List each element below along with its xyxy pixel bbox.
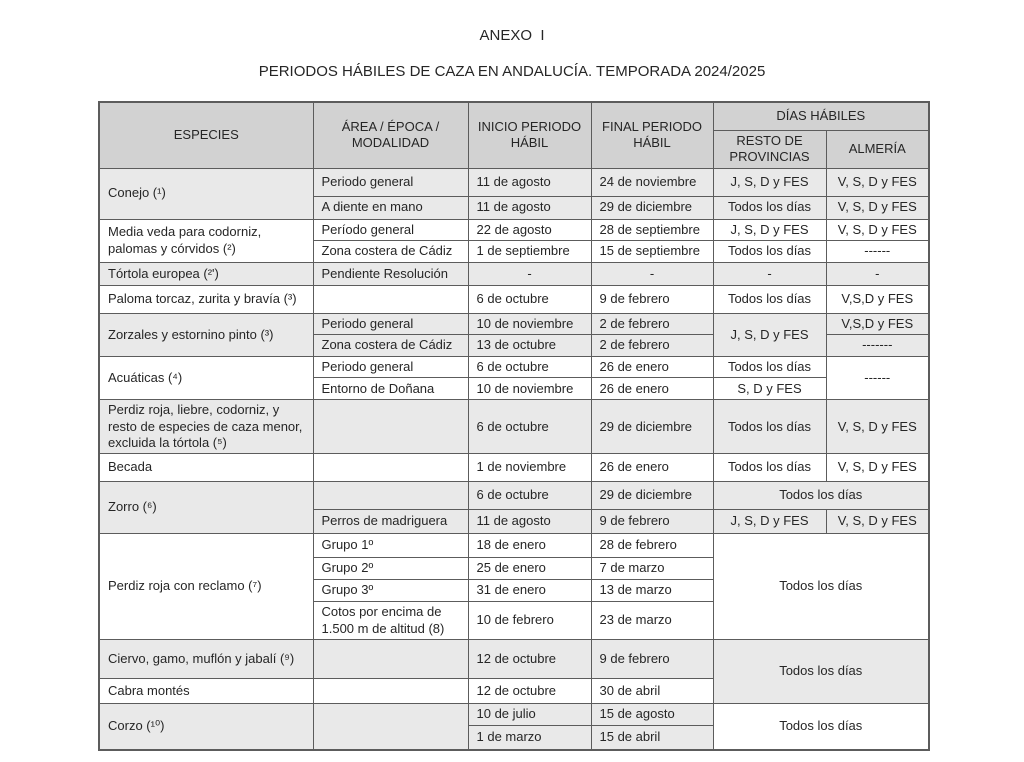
table-cell: Perdiz roja con reclamo (⁷) <box>99 534 313 640</box>
table-cell: 30 de abril <box>591 679 713 704</box>
table-cell: V, S, D y FES <box>826 510 929 534</box>
table-cell <box>313 400 468 454</box>
table-cell: 6 de octubre <box>468 357 591 378</box>
table-cell: 6 de octubre <box>468 400 591 454</box>
table-cell: - <box>713 262 826 285</box>
table-cell: 11 de agosto <box>468 168 591 196</box>
table-row <box>99 219 929 240</box>
table-cell: V,S,D y FES <box>826 313 929 334</box>
table-cell: 9 de febrero <box>591 285 713 313</box>
table-cell: V, S, D y FES <box>826 196 929 219</box>
table-cell: Grupo 2º <box>313 558 468 580</box>
table-body <box>99 168 929 750</box>
column-header-dias-habiles: DÍAS HÁBILES <box>713 102 929 130</box>
table-cell: V, S, D y FES <box>826 454 929 482</box>
table-cell: 15 de abril <box>591 726 713 750</box>
table-cell: V, S, D y FES <box>826 219 929 240</box>
table-cell: 13 de octubre <box>468 335 591 357</box>
table-row <box>99 313 929 334</box>
table-cell: Período general <box>313 219 468 240</box>
table-cell: Paloma torcaz, zurita y bravía (³) <box>99 285 313 313</box>
annex-title: ANEXO I <box>479 27 545 44</box>
table-cell: 31 de enero <box>468 580 591 602</box>
table-header <box>99 102 929 168</box>
table-row <box>99 482 929 510</box>
table-cell: 1 de marzo <box>468 726 591 750</box>
table-cell: Grupo 3º <box>313 580 468 602</box>
table-cell: 25 de enero <box>468 558 591 580</box>
table-cell: Becada <box>99 454 313 482</box>
table-cell: - <box>591 262 713 285</box>
table-cell: Periodo general <box>313 357 468 378</box>
table-cell: 11 de agosto <box>468 510 591 534</box>
hunting-periods-table <box>98 101 930 751</box>
column-header-area: ÁREA / ÉPOCA / MODALIDAD <box>313 102 468 168</box>
table-cell: 28 de septiembre <box>591 219 713 240</box>
table-cell: 2 de febrero <box>591 313 713 334</box>
table-cell: 6 de octubre <box>468 285 591 313</box>
table-cell: J, S, D y FES <box>713 510 826 534</box>
table-cell: Acuáticas (⁴) <box>99 357 313 400</box>
table-cell: Ciervo, gamo, muflón y jabalí (⁹) <box>99 640 313 679</box>
table-cell: S, D y FES <box>713 378 826 400</box>
table-cell: Todos los días <box>713 285 826 313</box>
table-cell: 12 de octubre <box>468 679 591 704</box>
table-cell <box>313 704 468 750</box>
table-cell: ------ <box>826 240 929 262</box>
table-cell: 6 de octubre <box>468 482 591 510</box>
table-cell: Corzo (¹⁰) <box>99 704 313 750</box>
table-cell: Periodo general <box>313 168 468 196</box>
table-cell <box>313 285 468 313</box>
table-cell: - <box>468 262 591 285</box>
table-cell: J, S, D y FES <box>713 219 826 240</box>
table-cell: Todos los días <box>713 240 826 262</box>
table-cell: - <box>826 262 929 285</box>
table-cell: 15 de septiembre <box>591 240 713 262</box>
table-cell: 22 de agosto <box>468 219 591 240</box>
table-cell: 12 de octubre <box>468 640 591 679</box>
table-cell: Media veda para codorniz, palomas y córvidos (²) <box>99 219 313 262</box>
table-cell: Todos los días <box>713 640 929 704</box>
column-header-resto-provincias: RESTO DE PROVINCIAS <box>713 130 826 168</box>
column-header-especies: ESPECIES <box>99 102 313 168</box>
table-row <box>99 400 929 454</box>
table-cell: Zona costera de Cádiz <box>313 240 468 262</box>
table-cell <box>313 454 468 482</box>
table-cell: 9 de febrero <box>591 510 713 534</box>
table-row <box>99 704 929 726</box>
table-cell: 10 de febrero <box>468 602 591 640</box>
table-cell: 1 de septiembre <box>468 240 591 262</box>
table-cell: 10 de noviembre <box>468 313 591 334</box>
table-cell: V,S,D y FES <box>826 285 929 313</box>
table-cell: 11 de agosto <box>468 196 591 219</box>
table-cell: Todos los días <box>713 357 826 378</box>
column-header-almeria: ALMERÍA <box>826 130 929 168</box>
table-cell: 10 de julio <box>468 704 591 726</box>
table-cell: 29 de diciembre <box>591 196 713 219</box>
table-cell: 1 de noviembre <box>468 454 591 482</box>
table-cell: Todos los días <box>713 704 929 750</box>
table-cell <box>313 679 468 704</box>
table-cell <box>313 640 468 679</box>
table-cell: Cabra montés <box>99 679 313 704</box>
table-cell: 26 de enero <box>591 357 713 378</box>
table-cell <box>313 482 468 510</box>
table-cell: 24 de noviembre <box>591 168 713 196</box>
table-cell: 13 de marzo <box>591 580 713 602</box>
table-cell: Entorno de Doñana <box>313 378 468 400</box>
table-cell: Pendiente Resolución <box>313 262 468 285</box>
table-cell: 26 de enero <box>591 454 713 482</box>
table-cell: Perros de madriguera <box>313 510 468 534</box>
table-cell: ------ <box>826 357 929 400</box>
table-row <box>99 285 929 313</box>
table-row <box>99 168 929 196</box>
table-cell: V, S, D y FES <box>826 400 929 454</box>
table-cell: 29 de diciembre <box>591 400 713 454</box>
table-cell: Todos los días <box>713 196 826 219</box>
table-cell: Todos los días <box>713 482 929 510</box>
table-cell: 15 de agosto <box>591 704 713 726</box>
table-cell: 26 de enero <box>591 378 713 400</box>
table-cell: 28 de febrero <box>591 534 713 558</box>
table-cell: A diente en mano <box>313 196 468 219</box>
table-cell: Todos los días <box>713 454 826 482</box>
table-row <box>99 640 929 679</box>
table-cell: Tórtola europea (²') <box>99 262 313 285</box>
table-cell: Cotos por encima de 1.500 m de altitud (8) <box>313 602 468 640</box>
table-cell: Todos los días <box>713 534 929 640</box>
table-row <box>99 357 929 378</box>
table-cell: Periodo general <box>313 313 468 334</box>
table-cell: Grupo 1º <box>313 534 468 558</box>
table-cell: J, S, D y FES <box>713 313 826 356</box>
table-cell: ------- <box>826 335 929 357</box>
table-cell: Conejo (¹) <box>99 168 313 219</box>
page-title: PERIODOS HÁBILES DE CAZA EN ANDALUCÍA. TEMPORADA 2024/2025 <box>258 63 766 80</box>
table-row <box>99 262 929 285</box>
table-cell: 29 de diciembre <box>591 482 713 510</box>
table-cell: Zorzales y estornino pinto (³) <box>99 313 313 356</box>
table-cell: 10 de noviembre <box>468 378 591 400</box>
column-header-final: FINAL PERIODO HÁBIL <box>591 102 713 168</box>
table-cell: 2 de febrero <box>591 335 713 357</box>
table-cell: Zorro (⁶) <box>99 482 313 534</box>
table-cell: 18 de enero <box>468 534 591 558</box>
table-cell: Perdiz roja, liebre, codorniz, y resto de especies de caza menor, excluida la tórtola (⁵) <box>99 400 313 454</box>
table-cell: Zona costera de Cádiz <box>313 335 468 357</box>
table-cell: Todos los días <box>713 400 826 454</box>
table-cell: 9 de febrero <box>591 640 713 679</box>
table-row <box>99 454 929 482</box>
table-cell: 7 de marzo <box>591 558 713 580</box>
table-cell: V, S, D y FES <box>826 168 929 196</box>
table-row <box>99 534 929 558</box>
table-cell: 23 de marzo <box>591 602 713 640</box>
column-header-inicio: INICIO PERIODO HÁBIL <box>468 102 591 168</box>
table-cell: J, S, D y FES <box>713 168 826 196</box>
header-row-top <box>99 102 929 130</box>
